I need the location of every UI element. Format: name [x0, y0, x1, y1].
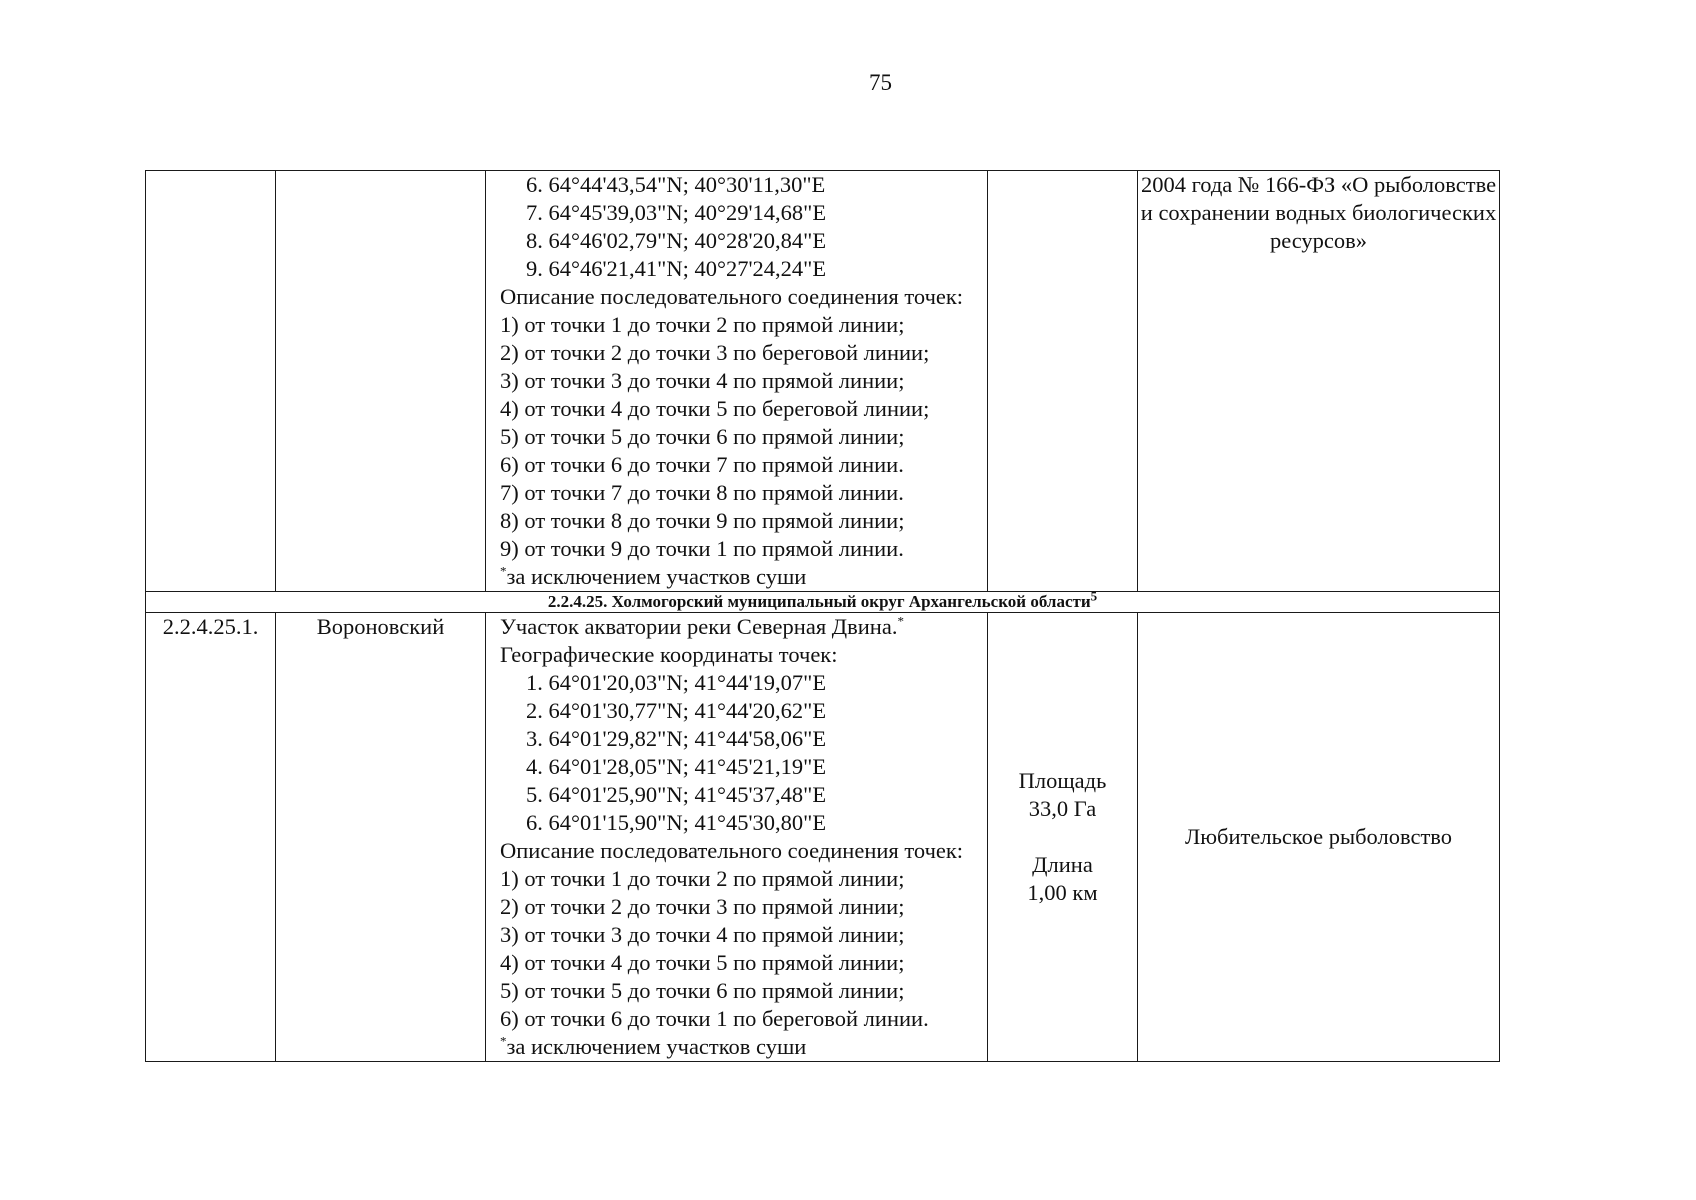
law-reference-cell: [1138, 171, 1500, 592]
note-text: за исключением участков суши: [506, 564, 807, 589]
fishing-sites-table: [145, 170, 1500, 1062]
list-item: 9. 64°46'21,41"N; 40°27'24,24"E: [526, 256, 827, 281]
connection-description-heading: Описание последовательного соединения точек:: [500, 284, 964, 309]
connections-list: [500, 865, 981, 1033]
area-cell: [988, 613, 1138, 1062]
points-list: [500, 171, 981, 283]
length-label: Длина: [1032, 852, 1093, 877]
list-item: 3) от точки 3 до точки 4 по прямой линии;: [500, 368, 905, 393]
area-label: Площадь: [1018, 768, 1107, 793]
list-item: 6. 64°01'15,90"N; 41°45'30,80"E: [526, 810, 827, 835]
table-row: [146, 613, 1500, 1062]
list-item: 5) от точки 5 до точки 6 по прямой линии;: [500, 424, 905, 449]
footnote-note: [500, 1033, 981, 1061]
list-item: 6) от точки 6 до точки 7 по прямой линии.: [500, 452, 904, 477]
list-item: 6. 64°44'43,54"N; 40°30'11,30"E: [526, 172, 826, 197]
footnote-mark: *: [500, 563, 507, 579]
description-cell: [486, 613, 988, 1062]
list-item: 8) от точки 8 до точки 9 по прямой линии;: [500, 508, 905, 533]
area-value: 33,0 Га: [1028, 796, 1097, 821]
usage-type-cell: Любительское рыболовство: [1138, 613, 1500, 1062]
site-intro: [500, 613, 981, 641]
list-item: 3. 64°01'29,82"N; 41°44'58,06"E: [526, 726, 827, 751]
list-item: 2) от точки 2 до точки 3 по прямой линии;: [500, 894, 905, 919]
site-name-cell: Вороновский: [276, 613, 486, 1062]
description-cell: [486, 171, 988, 592]
coordinates-heading: Географические координаты точек:: [500, 642, 838, 667]
list-item: 4) от точки 4 до точки 5 по береговой линии;: [500, 396, 930, 421]
list-item: 9) от точки 9 до точки 1 по прямой линии.: [500, 536, 904, 561]
law-line: ресурсов»: [1269, 228, 1368, 253]
row-number-cell: [146, 171, 276, 592]
spacer: [994, 823, 1131, 851]
list-item: 4. 64°01'28,05"N; 41°45'21,19"E: [526, 754, 827, 779]
connection-description-heading: Описание последовательного соединения точек:: [500, 838, 964, 863]
list-item: 7. 64°45'39,03"N; 40°29'14,68"E: [526, 200, 827, 225]
footnote-mark: *: [897, 613, 904, 629]
site-name-cell: [276, 171, 486, 592]
footnote-note: [500, 563, 981, 591]
intro-text: Участок акватории реки Северная Двина.: [500, 614, 898, 639]
list-item: 1. 64°01'20,03"N; 41°44'19,07"E: [526, 670, 827, 695]
list-item: 7) от точки 7 до точки 8 по прямой линии.: [500, 480, 904, 505]
section-footnote-ref: 5: [1090, 588, 1098, 604]
section-title-text: 2.2.4.25. Холмогорский муниципальный округ Архангельской области: [547, 592, 1091, 611]
connections-list: [500, 311, 981, 563]
note-text: за исключением участков суши: [506, 1034, 807, 1059]
law-line: 2004 года № 166-ФЗ «О рыболовстве: [1140, 172, 1497, 197]
section-header-row: [146, 592, 1500, 613]
list-item: 1) от точки 1 до точки 2 по прямой линии;: [500, 312, 905, 337]
list-item: 3) от точки 3 до точки 4 по прямой линии;: [500, 922, 905, 947]
list-item: 2) от точки 2 до точки 3 по береговой линии;: [500, 340, 930, 365]
section-title: [146, 588, 1500, 613]
row-number-cell: 2.2.4.25.1.: [146, 613, 276, 1062]
law-line: и сохранении водных биологических: [1140, 200, 1497, 225]
footnote-mark: *: [500, 1033, 507, 1049]
list-item: 4) от точки 4 до точки 5 по прямой линии;: [500, 950, 905, 975]
table-row: [146, 171, 1500, 592]
length-value: 1,00 км: [1027, 880, 1098, 905]
points-list: [500, 669, 981, 837]
list-item: 5) от точки 5 до точки 6 по прямой линии;: [500, 978, 905, 1003]
list-item: 2. 64°01'30,77"N; 41°44'20,62"E: [526, 698, 827, 723]
list-item: 5. 64°01'25,90"N; 41°45'37,48"E: [526, 782, 827, 807]
area-cell: [988, 171, 1138, 592]
list-item: 8. 64°46'02,79"N; 40°28'20,84"E: [526, 228, 827, 253]
page-number: 75: [869, 70, 892, 95]
list-item: 6) от точки 6 до точки 1 по береговой линии.: [500, 1006, 929, 1031]
list-item: 1) от точки 1 до точки 2 по прямой линии;: [500, 866, 905, 891]
